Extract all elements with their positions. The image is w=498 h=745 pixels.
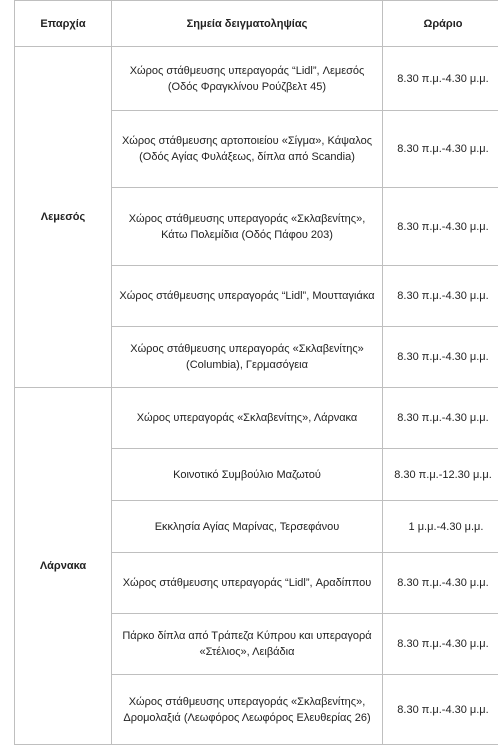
hours-cell: 8.30 π.μ.-4.30 μ.μ. (383, 111, 498, 188)
hours-cell: 8.30 π.μ.-4.30 μ.μ. (383, 388, 498, 449)
site-cell: Χώρος στάθμευσης υπεραγοράς “Lidl”, Λεμεσός (Οδός Φραγκλίνου Ρούζβελτ 45) (112, 47, 383, 111)
hours-cell: 8.30 π.μ.-4.30 μ.μ. (383, 266, 498, 327)
site-cell: Χώρος στάθμευσης υπεραγοράς “Lidl”, Αραδίππου (112, 553, 383, 614)
hours-cell: 8.30 π.μ.-4.30 μ.μ. (383, 553, 498, 614)
header-row (15, 1, 498, 47)
table-row (15, 388, 498, 449)
site-cell: Εκκλησία Αγίας Μαρίνας, Τερσεφάνου (112, 501, 383, 553)
site-cell: Χώρος στάθμευσης υπεραγοράς «Σκλαβενίτης», Κάτω Πολεμίδια (Οδός Πάφου 203) (112, 188, 383, 266)
table-row (15, 47, 498, 111)
site-cell: Πάρκο δίπλα από Τράπεζα Κύπρου και υπεραγορά «Στέλιος», Λειβάδια (112, 614, 383, 675)
hours-cell: 8.30 π.μ.-4.30 μ.μ. (383, 675, 498, 745)
region-column-header: Επαρχία (15, 1, 112, 47)
hours-column-header: Ωράριο (383, 1, 498, 47)
site-column-header: Σημεία δειγματοληψίας (112, 1, 383, 47)
region-cell-larnaca: Λάρνακα (15, 388, 112, 745)
site-cell: Χώρος στάθμευσης υπεραγοράς “Lidl”, Μουτταγιάκα (112, 266, 383, 327)
site-cell: Χώρος υπεραγοράς «Σκλαβενίτης», Λάρνακα (112, 388, 383, 449)
site-cell: Χώρος στάθμευσης υπεραγοράς «Σκλαβενίτης», Δρομολαξιά (Λεωφόρος Λεωφόρος Ελευθερίας 26) (112, 675, 383, 745)
hours-cell: 8.30 π.μ.-4.30 μ.μ. (383, 327, 498, 388)
hours-cell: 8.30 π.μ.-4.30 μ.μ. (383, 188, 498, 266)
hours-cell: 1 μ.μ.-4.30 μ.μ. (383, 501, 498, 553)
hours-cell: 8.30 π.μ.-4.30 μ.μ. (383, 47, 498, 111)
hours-cell: 8.30 π.μ.-12.30 μ.μ. (383, 449, 498, 501)
region-cell-limassol: Λεμεσός (15, 47, 112, 388)
site-cell: Χώρος στάθμευσης αρτοποιείου «Σίγμα», Κάψαλος (Οδός Αγίας Φυλάξεως, δίπλα από Scandia) (112, 111, 383, 188)
hours-cell: 8.30 π.μ.-4.30 μ.μ. (383, 614, 498, 675)
site-cell: Κοινοτικό Συμβούλιο Μαζωτού (112, 449, 383, 501)
sampling-schedule-table (14, 0, 498, 745)
site-cell: Χώρος στάθμευσης υπεραγοράς «Σκλαβενίτης» (Columbia), Γερμασόγεια (112, 327, 383, 388)
